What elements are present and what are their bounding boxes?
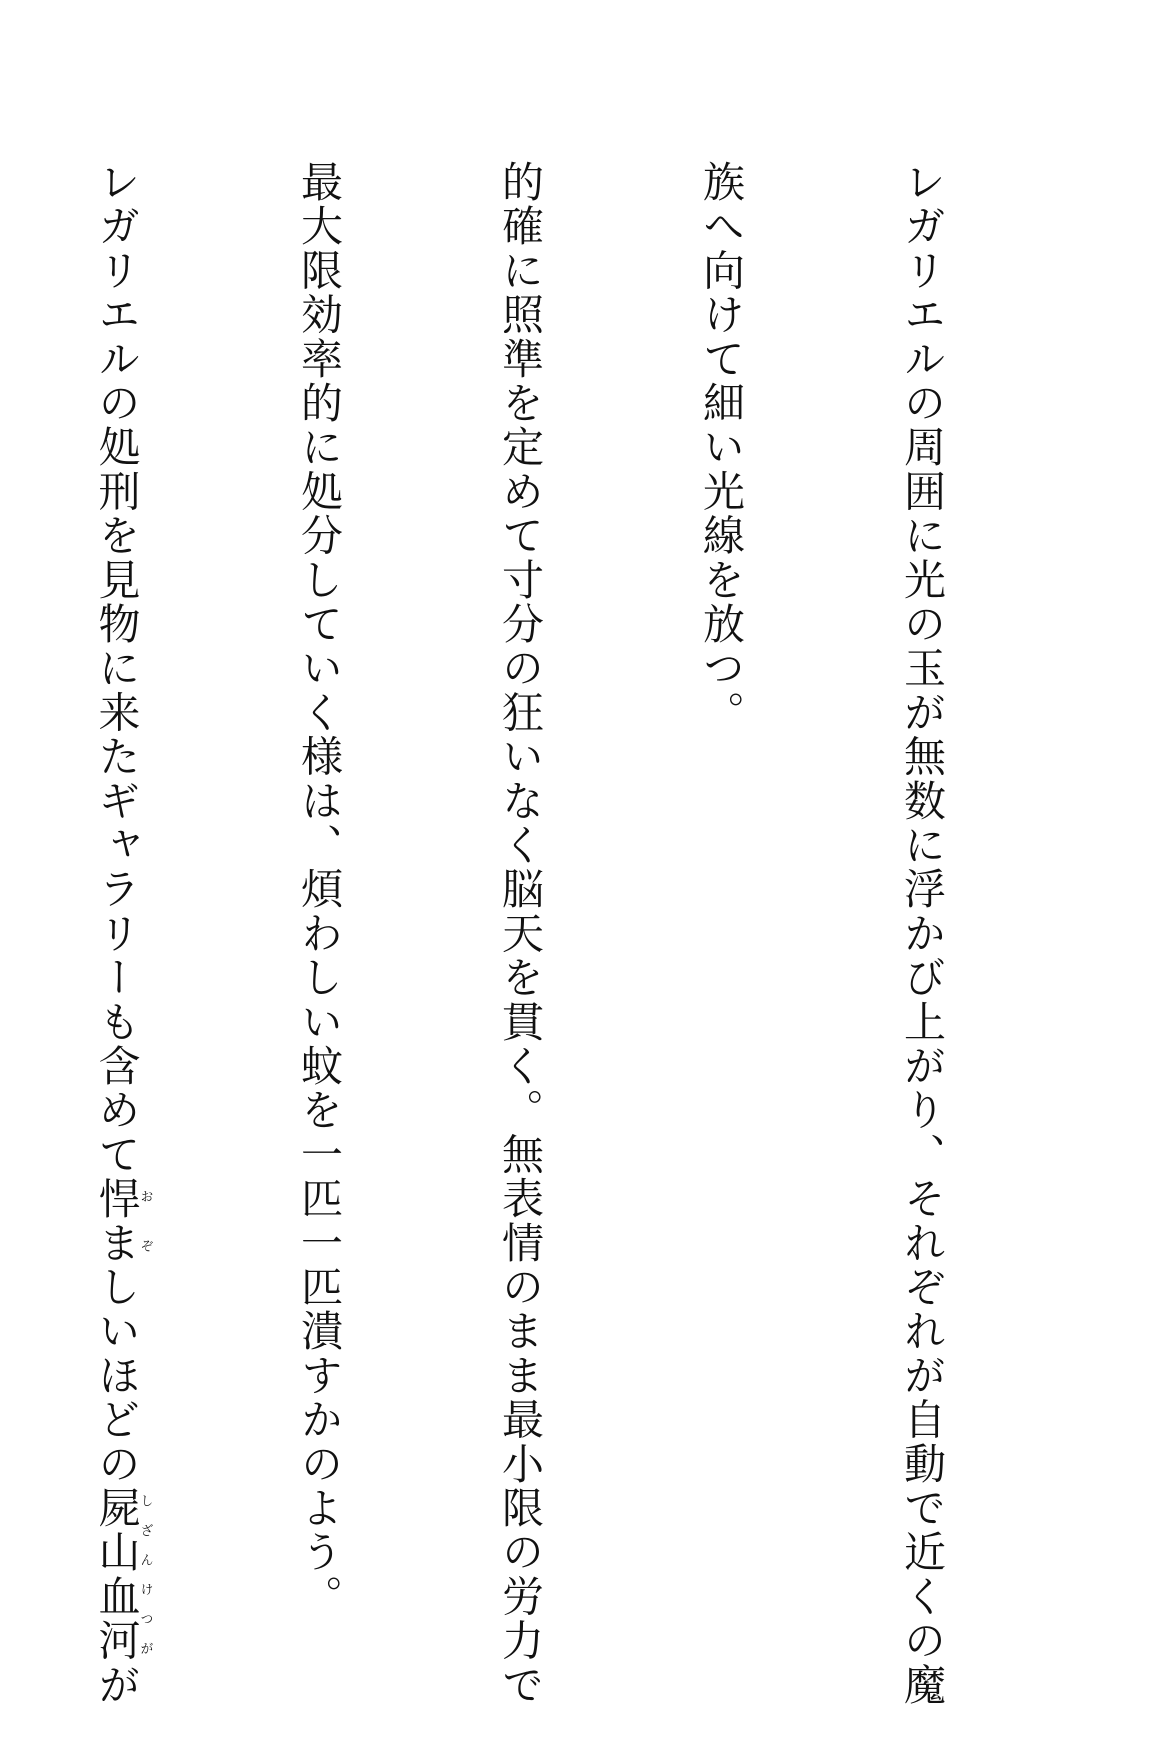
text-line-1: レガリエルの周囲に光の玉が無数に浮かび上がり、それぞれが自動で近くの魔 <box>898 160 947 1707</box>
text-line-2: 族へ向けて細い光線を放つ。 <box>697 160 746 735</box>
ruby-shizan <box>92 1486 153 1663</box>
text-line-5-middle: しいほどの <box>92 1265 142 1487</box>
ruby-osore-base: 悍ま <box>92 1176 142 1266</box>
text-line-5 <box>84 160 153 1708</box>
ruby-shizan-reading: しざんけつが <box>137 1486 153 1663</box>
text-line-3: 的確に照準を定めて寸分の狂いなく脳天を貫く。無表情のまま最小限の労力で <box>496 160 545 1707</box>
text-line-5-end: が <box>92 1662 142 1708</box>
ruby-shizan-base: 屍山血河 <box>92 1486 142 1663</box>
ruby-osore-reading: おぞ <box>137 1176 153 1266</box>
text-line-4: 最大限効率的に処分していく様は、煩わしい蚊を一匹一匹潰すかのよう。 <box>295 160 344 1619</box>
ruby-osore <box>92 1176 153 1266</box>
text-line-5-start: レガリエルの処刑を見物に来たギャラリーも含めて <box>92 160 142 1177</box>
vertical-text-body <box>60 160 1090 1708</box>
